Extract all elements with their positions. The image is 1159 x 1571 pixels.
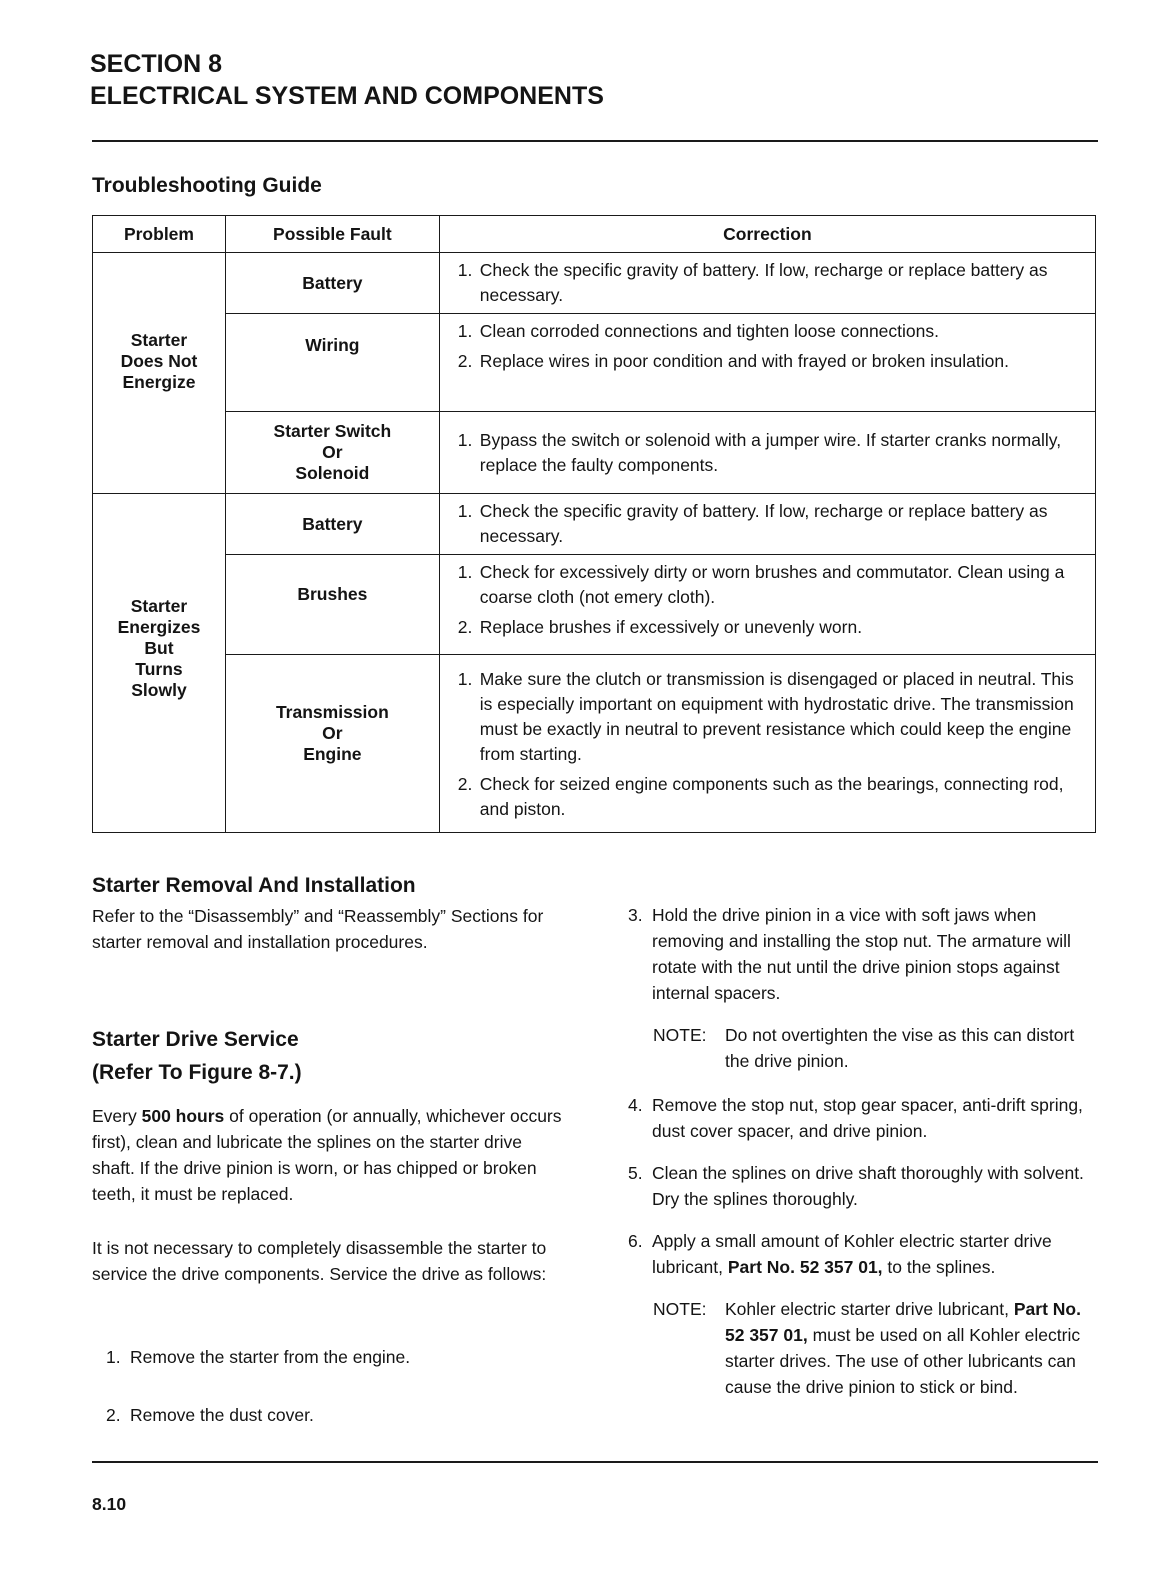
note-lubricant: NOTE: Kohler electric starter drive lubricant, Part No. 52 357 01, must be used on all Kohler electric starter drives. The use of other lubricants can cause the drive pinion to stick or bind. <box>653 1299 1081 1397</box>
correction-item: 1. Check the specific gravity of battery. If low, recharge or replace battery as necessary. <box>457 501 1048 546</box>
correction-item: 1. Clean corroded connections and tighten loose connections. <box>457 321 939 341</box>
fault-cell: Battery <box>225 494 439 555</box>
column-header-problem: Problem <box>93 216 226 253</box>
correction-item: 2. Replace wires in poor condition and with frayed or broken insulation. <box>457 351 1009 371</box>
fault-cell: Transmission Or Engine <box>225 655 439 833</box>
step-3: 3. Hold the drive pinion in a vice with soft jaws when removing and installing the stop nut. The armature will rotate with the nut until the drive pinion stops against internal spacers. <box>628 905 1071 1003</box>
column-header-correction: Correction <box>439 216 1095 253</box>
correction-item: 1. Bypass the switch or solenoid with a jumper wire. If starter cranks normally, replace the faulty components. <box>457 429 1062 475</box>
correction-cell <box>439 314 1095 412</box>
service-intro-paragraph: It is not necessary to completely disassemble the starter to service the drive components. Service the drive as follows: <box>92 1238 547 1284</box>
page-number: 8.10 <box>92 1494 127 1514</box>
table-row <box>93 655 1096 833</box>
troubleshooting-heading: Troubleshooting Guide <box>92 174 322 197</box>
table-row <box>93 494 1096 555</box>
correction-cell <box>439 412 1095 494</box>
step-6: 6. Apply a small amount of Kohler electric starter drive lubricant, Part No. 52 357 01, to the splines. <box>628 1231 1052 1277</box>
removal-heading: Starter Removal And Installation <box>92 874 416 897</box>
step-4: 4. Remove the stop nut, stop gear spacer, anti-drift spring, dust cover spacer, and drive pinion. <box>628 1095 1083 1141</box>
step-2: 2. Remove the dust cover. <box>106 1405 314 1425</box>
section-title <box>90 48 604 112</box>
correction-item: 2. Replace brushes if excessively or unevenly worn. <box>457 617 863 637</box>
fault-cell: Wiring <box>225 314 439 412</box>
note-vise: NOTE: Do not overtighten the vise as this can distort the drive pinion. <box>653 1025 1075 1071</box>
correction-cell <box>439 494 1095 555</box>
step-5: 5. Clean the splines on drive shaft thoroughly with solvent. Dry the splines thoroughly. <box>628 1163 1084 1209</box>
step-1: 1. Remove the starter from the engine. <box>106 1347 411 1367</box>
header-divider <box>92 140 1098 142</box>
drive-service-heading: Starter Drive Service (Refer To Figure 8-7.) <box>92 1028 302 1084</box>
correction-item: 1. Make sure the clutch or transmission is disengaged or placed in neutral. This is especially important on equipment with hydrostatic drive. The transmission must be exactly in neutral to prevent resistance which could keep the engine from starting. <box>457 669 1074 764</box>
table-row <box>93 253 1096 314</box>
service-interval-paragraph: Every 500 hours of operation (or annually, whichever occurs first), clean and lubricate the splines on the starter drive shaft. If the drive pinion is worn, or has chipped or broken teeth, it must be replaced. <box>92 1106 562 1204</box>
correction-item: 2. Check for seized engine components such as the bearings, connecting rod, and piston. <box>457 774 1064 819</box>
correction-cell <box>439 555 1095 655</box>
fault-cell: Battery <box>225 253 439 314</box>
table-row <box>93 412 1096 494</box>
table-header-row <box>93 216 1096 253</box>
fault-cell: Brushes <box>225 555 439 655</box>
troubleshooting-table <box>92 215 1096 833</box>
table-row <box>93 314 1096 412</box>
table-row <box>93 555 1096 655</box>
footer-divider <box>92 1461 1098 1463</box>
correction-cell <box>439 655 1095 833</box>
column-header-possible-fault: Possible Fault <box>225 216 439 253</box>
problem-cell: Starter Does Not Energize <box>93 253 226 494</box>
section-number: SECTION 8 <box>90 50 222 78</box>
problem-cell: Starter Energizes But Turns Slowly <box>93 494 226 833</box>
correction-cell <box>439 253 1095 314</box>
fault-cell: Starter Switch Or Solenoid <box>225 412 439 494</box>
correction-item: 1. Check the specific gravity of battery. If low, recharge or replace battery as necessary. <box>457 260 1048 305</box>
correction-item: 1. Check for excessively dirty or worn brushes and commutator. Clean using a coarse cloth (not emery cloth). <box>457 562 1065 607</box>
section-name: ELECTRICAL SYSTEM AND COMPONENTS <box>90 82 604 110</box>
removal-text: Refer to the “Disassembly” and “Reassembly” Sections for starter removal and installation procedures. <box>92 906 544 952</box>
